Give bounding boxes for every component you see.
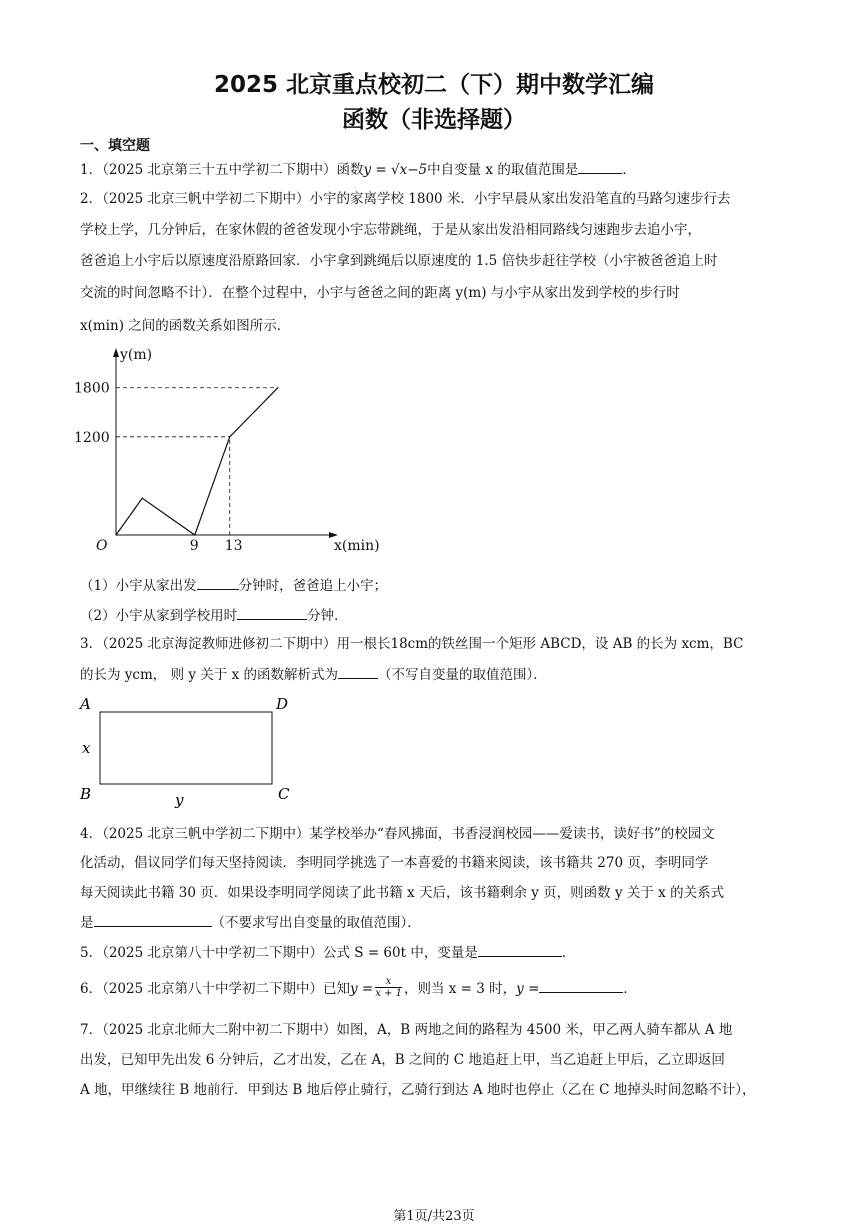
vertex-c-label: C bbox=[278, 785, 290, 803]
vertex-d-label: D bbox=[276, 695, 289, 713]
question-3-line: 的长为 ycm， 则 y 关于 x 的函数解析式为 （不写自变量的取值范围）． bbox=[80, 664, 795, 685]
question-4: 4．（2025 北京三帆中学初二下期中）某学校举办“春风拂面，书香浸润校园——爱读书，读好书”的校园文 bbox=[80, 826, 715, 842]
side-x-label: x bbox=[82, 739, 91, 757]
x-axis-label: x(min) bbox=[334, 538, 380, 554]
section-heading: 一、填空题 bbox=[80, 138, 150, 154]
answer-blank bbox=[338, 664, 378, 679]
answer-blank bbox=[578, 159, 622, 174]
question-source: （2025 北京北师大二附中初二下期中） bbox=[102, 1022, 337, 1038]
origin-label: O bbox=[96, 538, 108, 554]
data-point bbox=[194, 534, 195, 535]
question-7-line: 出发，已知甲先出发 6 分钟后，乙才出发，乙在 A，B 之间的 C 地追赶上甲，当乙追赶上甲后，乙立即返回 bbox=[80, 1052, 725, 1068]
y-axis-label: y(m) bbox=[120, 347, 153, 363]
question-number: 4． bbox=[80, 826, 103, 842]
question-2-line: 交流的时间忽略不计）．在整个过程中，小宇与爸爸之间的距离 y(m) 与小宇从家出发到学校的步行时 bbox=[80, 285, 680, 301]
question-4-line: 是 （不要求写出自变量的取值范围）． bbox=[80, 912, 795, 933]
question-number: 3． bbox=[80, 636, 103, 652]
vertex-b-label: B bbox=[80, 785, 92, 803]
question-source: （2025 北京海淀教师进修初二下期中） bbox=[102, 636, 337, 652]
question-7: 7．（2025 北京北师大二附中初二下期中）如图，A，B 两地之间的路程为 4500 米，甲乙两人骑车都从 A 地 bbox=[80, 1022, 733, 1038]
question-source: （2025 北京三帆中学初二下期中） bbox=[102, 826, 310, 842]
answer-blank bbox=[539, 978, 623, 993]
question-2-line: 学校上学，几分钟后，在家休假的爸爸发现小宇忘带跳绳，于是从家出发沿相同路线匀速跑步去追小宇， bbox=[80, 222, 701, 238]
question-6: 6．（2025 北京第八十中学初二下期中）已知y = $\frac{x}{x + 1}$ ，则当 x = 3 时，y = ． bbox=[80, 976, 637, 999]
question-5: 5．（2025 北京第八十中学初二下期中）公式 S = 60t 中，变量是 ． bbox=[80, 942, 795, 963]
question-2: 2．（2025 北京三帆中学初二下期中）小宇的家离学校 1800 米．小宇早晨从家出发沿笔直的马路匀速步行去 bbox=[80, 191, 731, 207]
question-source: （2025 北京第三十五中学初二下期中） bbox=[102, 162, 337, 178]
question-number: 2． bbox=[80, 191, 103, 207]
x-tick-label: 13 bbox=[224, 538, 243, 554]
document-title: 2025 北京重点校初二（下）期中数学汇编 bbox=[213, 72, 655, 98]
question-2-part-1: （1）小宇从家出发 分钟时，爸爸追上小宇； bbox=[80, 575, 795, 596]
answer-blank bbox=[197, 575, 239, 590]
rectangle-abcd-figure bbox=[74, 695, 304, 810]
question-number: 1． bbox=[80, 162, 103, 178]
y-tick-label: 1200 bbox=[74, 429, 110, 446]
page-footer: 第1页/共23页 bbox=[393, 1209, 475, 1224]
x-tick-label: 9 bbox=[189, 538, 199, 554]
side-y-label: y bbox=[175, 791, 184, 809]
data-point bbox=[229, 436, 230, 437]
question-number: 5． bbox=[80, 945, 103, 961]
document-subtitle: 函数（非选择题） bbox=[342, 107, 526, 133]
question-3: 3．（2025 北京海淀教师进修初二下期中）用一根长18cm的铁丝围一个矩形 ABCD，设 AB 的长为 xcm，BC bbox=[80, 636, 744, 652]
question-number: 7． bbox=[80, 1022, 103, 1038]
question-number: 6． bbox=[80, 981, 103, 997]
data-point bbox=[142, 498, 143, 499]
distance-time-chart bbox=[70, 345, 380, 560]
question-2-part-2: （2）小宇从家到学校用时 分钟． bbox=[80, 605, 795, 626]
question-2-line: 爸爸追上小宇后以原速度沿原路回家．小宇拿到跳绳后以原速度的 1.5 倍快步赶往学校（小宇被爸爸追上时 bbox=[80, 253, 718, 269]
y-axis-arrow bbox=[113, 348, 119, 357]
question-2-line: x(min) 之间的函数关系如图所示． bbox=[80, 318, 291, 334]
question-source: （2025 北京第八十中学初二下期中） bbox=[102, 981, 323, 997]
question-source: （2025 北京三帆中学初二下期中） bbox=[102, 191, 310, 207]
answer-blank bbox=[478, 942, 562, 957]
formula: y = √x−5 bbox=[363, 162, 428, 178]
question-7-line: A 地，甲继续往 B 地前行．甲到达 B 地后停止骑行，乙骑行到达 A 地时也停止（乙在 C 地掉头时间忽略不计）， bbox=[80, 1082, 756, 1098]
vertex-a-label: A bbox=[80, 695, 91, 713]
question-4-line: 化活动，倡议同学们每天坚持阅读．李明同学挑选了一本喜爱的书籍来阅读，该书籍共 270 页，李明同学 bbox=[80, 855, 709, 871]
data-point bbox=[277, 387, 278, 388]
answer-blank bbox=[237, 605, 307, 620]
rectangle bbox=[100, 712, 272, 784]
data-point bbox=[115, 534, 116, 535]
question-1: 1．（2025 北京第三十五中学初二下期中）函数y = √x−5中自变量 x 的取值范围是 ． bbox=[80, 159, 795, 180]
answer-blank bbox=[94, 912, 212, 927]
question-source: （2025 北京第八十中学初二下期中） bbox=[102, 945, 323, 961]
distance-series-line bbox=[116, 388, 278, 535]
fraction: $\frac{x}{x + 1}$ bbox=[375, 976, 402, 999]
question-4-line: 每天阅读此书籍 30 页．如果设李明同学阅读了此书籍 x 天后，该书籍剩余 y 页，则函数 y 关于 x 的关系式 bbox=[80, 885, 725, 901]
y-tick-label: 1800 bbox=[74, 380, 110, 397]
